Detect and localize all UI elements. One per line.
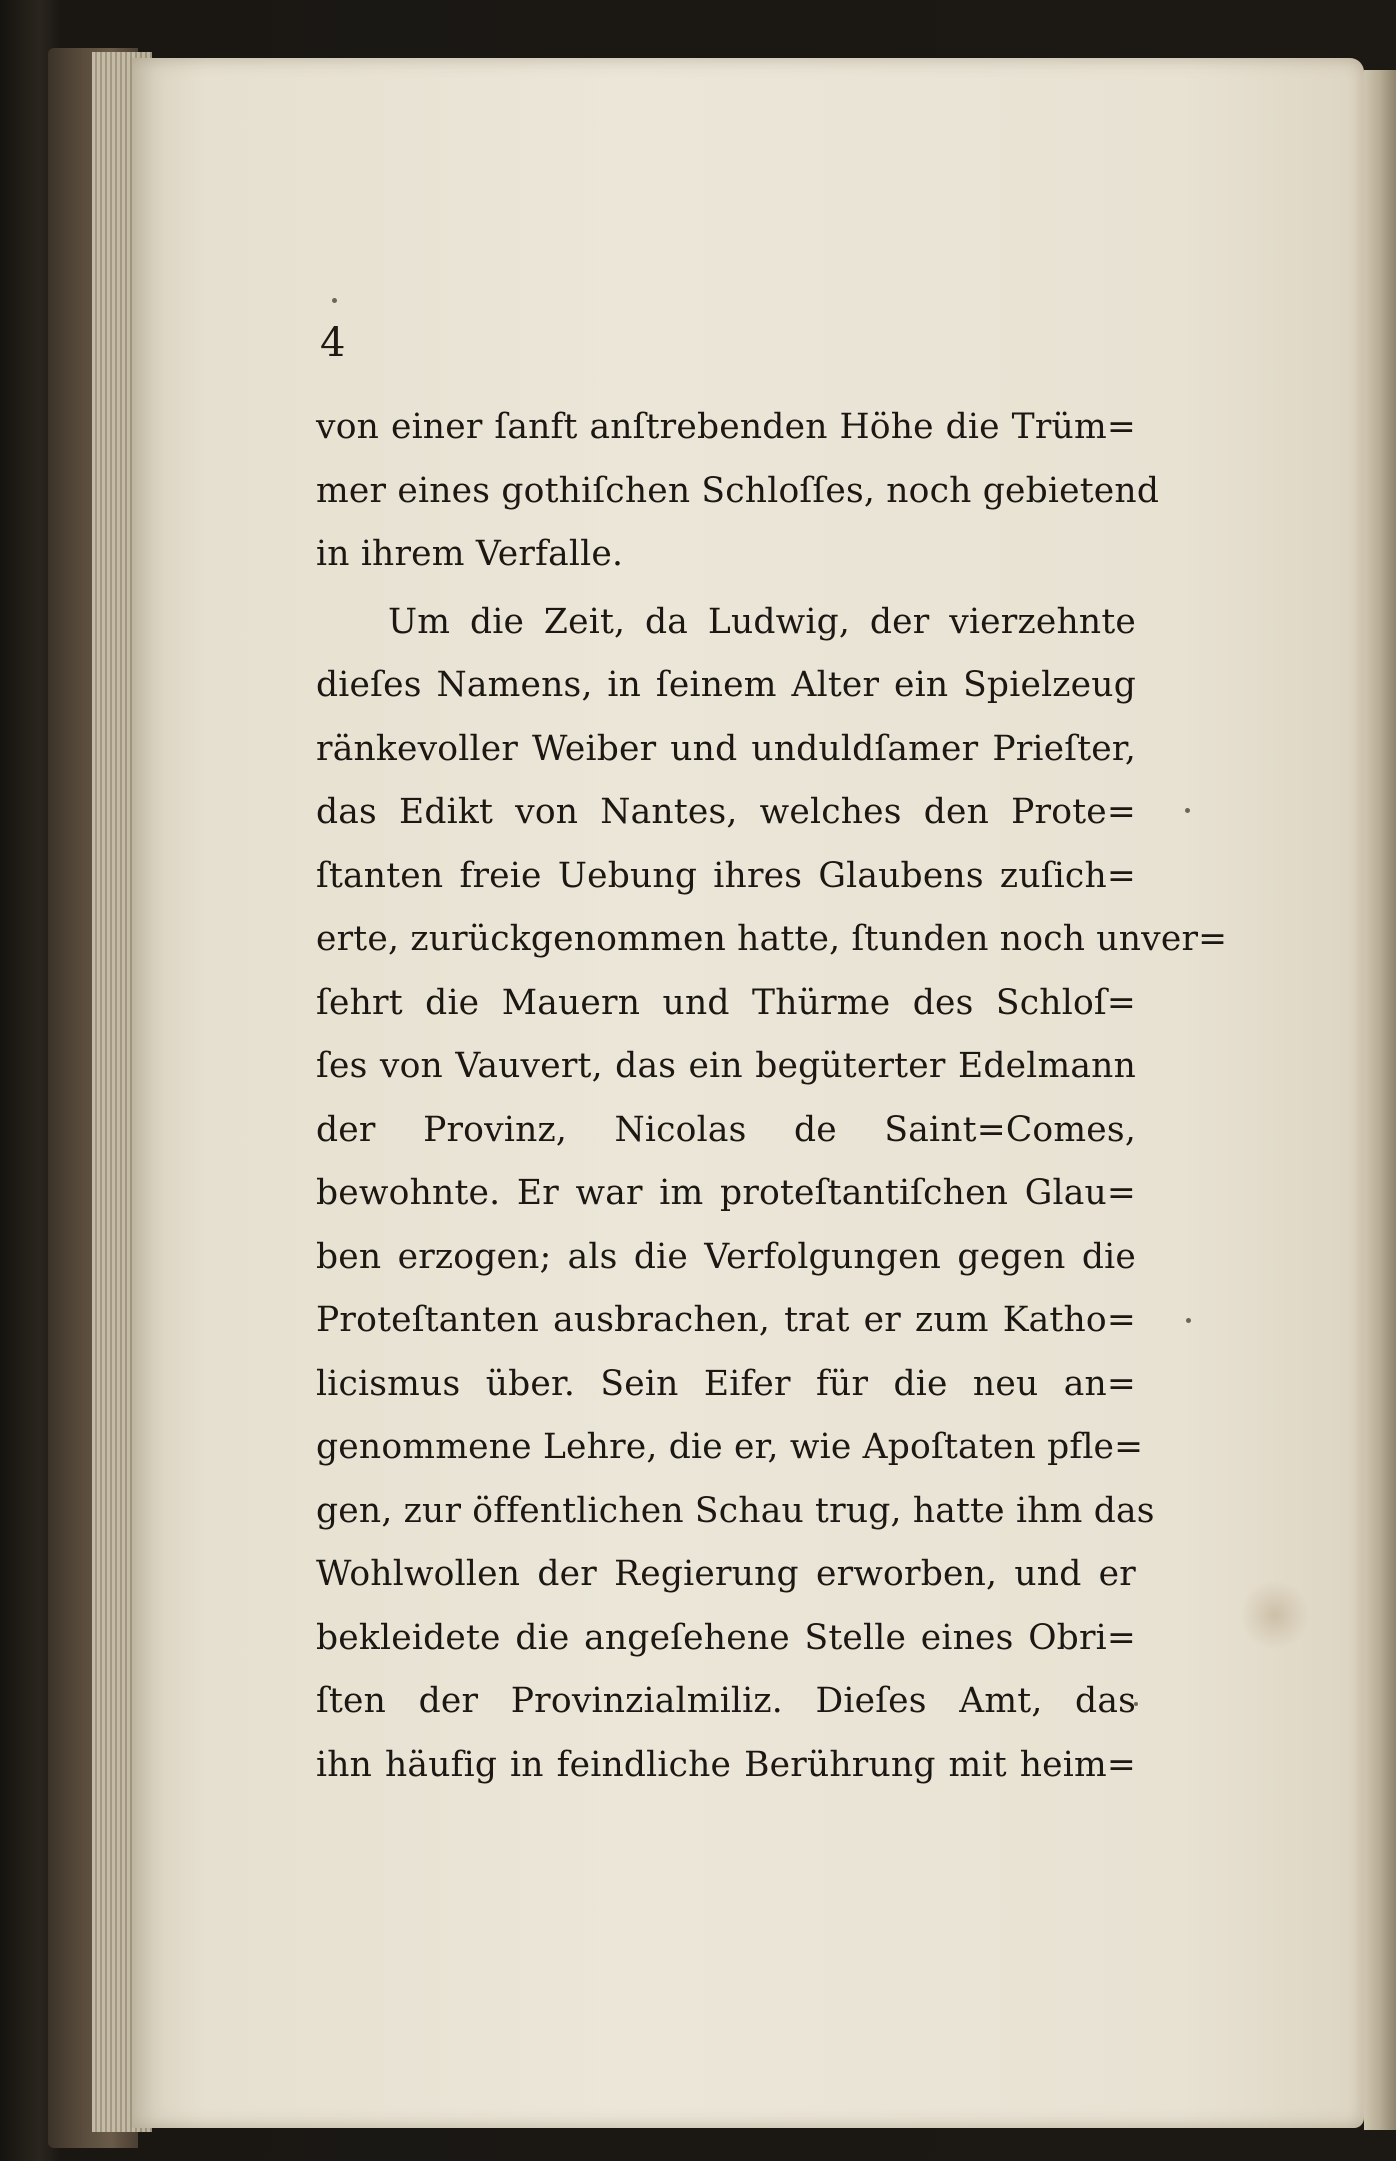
text-line: Proteſtanten ausbrachen, trat er zum Katho= — [316, 1300, 1136, 1340]
text-line: Um die Zeit, da Ludwig, der vierzehnte — [388, 601, 1136, 642]
text-line: ſehrt die Mauern und Thürme des Schloſ= — [316, 982, 1136, 1023]
text-line: genommene Lehre, die er, wie Apoſtaten pfle= — [316, 1427, 1144, 1467]
facing-page-edge — [1364, 70, 1396, 2130]
text-line: von einer ſanft anſtrebenden Höhe die Trüm= — [316, 407, 1136, 447]
text-line: ben erzogen; als die Verfolgungen gegen die — [316, 1236, 1136, 1277]
paper-stain — [1240, 1580, 1310, 1650]
text-line: gen, zur öffentlichen Schau trug, hatte ihm das — [316, 1490, 1155, 1531]
text-line: Wohlwollen der Regierung erworben, und er — [316, 1554, 1136, 1594]
paper-speck — [1185, 808, 1190, 813]
text-line: ſten der Provinzialmiliz. Dieſes Amt, das — [316, 1681, 1136, 1721]
text-line: ſes von Vauvert, das ein begüterter Edelmann — [316, 1046, 1136, 1086]
page-number: 4 — [320, 320, 346, 366]
text-line: ränkevoller Weiber und unduldſamer Prieſter, — [316, 728, 1136, 769]
text-line: bekleidete die angeſehene Stelle eines Obri= — [316, 1617, 1136, 1658]
paper-speck — [332, 298, 337, 303]
text-line: dieſes Namens, in ſeinem Alter ein Spielzeug — [316, 665, 1136, 705]
text-line: in ihrem Verfalle. — [316, 534, 624, 574]
text-line: ſtanten freie Uebung ihres Glaubens zuſich= — [316, 855, 1136, 896]
text-line: mer eines gothiſchen Schloſſes, noch gebietend — [316, 470, 1160, 511]
body-text — [316, 396, 1228, 1797]
text-line: ihn häufig in feindliche Berührung mit heim= — [316, 1744, 1136, 1785]
paper-speck — [1186, 1318, 1191, 1323]
text-line: der Provinz, Nicolas de Saint=Comes, — [316, 1109, 1136, 1150]
text-line: bewohnte. Er war im proteſtantiſchen Glau= — [316, 1173, 1136, 1213]
text-line: erte, zurückgenommen hatte, ſtunden noch unver= — [316, 919, 1228, 959]
text-line: licismus über. Sein Eifer für die neu an= — [316, 1363, 1136, 1404]
text-line: das Edikt von Nantes, welches den Prote= — [316, 792, 1136, 832]
